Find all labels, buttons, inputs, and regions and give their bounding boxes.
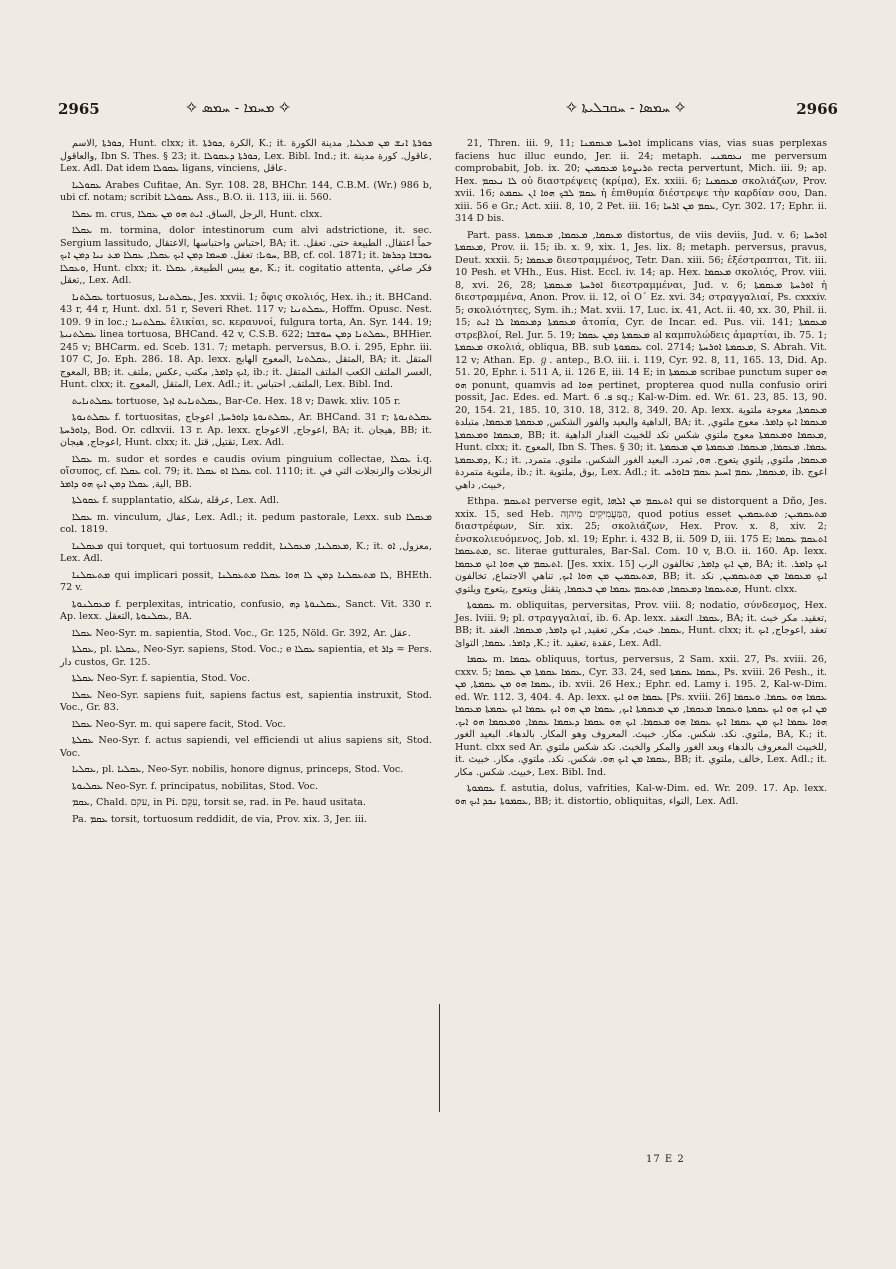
left-column (60, 138, 432, 830)
dictionary-entry: ܡܥܩܠܢܘܬܐ f. perplexitas, intricatio, confusio, ܥܩܠܢܘܬܐ ܕܗ, Sanct. Vit. 330 r. Ap. lexx. ܥܩܠܢܘܬܐ ,التعقل, BA. (60, 598, 432, 622)
dictionary-entry: ܡܬܥܩܠܢܐ qui implicari possit, ܠܐ ܡܬܥܩܠܢܐ ܕܡܢ ܠܐ ܗܘܐ ܥܩܠܐ ܡܬܥܩܠܢܐ, BHEth. 72 v. (60, 569, 432, 593)
dictionary-entry: ܥܩܠܐ m. vinculum, عقال, Lex. Adl.; it. pedum pastorale, Lexx. sub ܡܥܩܠܐ col. 1819. (60, 511, 432, 535)
right-column (455, 138, 827, 812)
page-number-left: 2965 (58, 100, 100, 118)
dictionary-entry: ܥܩܠܐ Neo-Syr. m. sapientia, Stod. Voc., Gr. 125, Nöld. Gr. 392, Ar. عقل. (72, 627, 411, 639)
dictionary-entry: ܥܩܘܠܬܐ f. supplantatio, عرقلة ,شكلة, Lex. Adl. (72, 495, 280, 506)
dictionary-entry: ܥܩܠܬܐ, pl. ܥܩܠܬܐ, Neo-Syr. sapiens, Stod. Voc.; e ܥܩܠܐ sapientia, et ܕܐܪ = Pers. دار custos, Gr. 125. (60, 644, 432, 668)
running-head-right: ✧ ܚܡܣܐ - ܚܩܒܠܝܬܐ ✧ (566, 100, 686, 116)
dictionary-entry: ܥܩܡܘܬܐ f. astutia, dolus, vafrities, Kal-w-Dim. ed. Wr. 209. 17. Ap. lexx. ܥܩܡܘܬܐ ܢܟܕ ܐܝܟ ܗܘ, BB; it. distortio, obliquitas, التواء, Lex. Adl. (455, 783, 827, 807)
running-head-left: ✧ ܡܚܡܐ - ܚܡܣ ✧ (186, 100, 291, 116)
page-header (58, 100, 838, 120)
dictionary-entry: ܥܩܠܐ Neo-Syr. sapiens fuit, sapiens factus est, sapientia instruxit, Stod. Voc., Gr. 83. (60, 689, 432, 713)
dictionary-entry: ܥܩܡܘܬܐ m. obliquitas, perversitas, Prov. viii. 8; nodatio, σύνδεσμος, Hex. Jes. lviii. 9; pl. στραγγαλιαί, ib. 6. Ap. lexx. ܥܩܡܐ. التعقد, BA; it. تعقيد. مكر خبث, BB; it. ܥܩܡܐ. خبث, مكر, تعقيد, ܐܝܟ ܕܐܡܪ, ܡܥܩܡܐ. العقد, Hunt. clxx; it. تعقد ,اعوجاج, ܐܝܟ ܕܐܡܪ. ܥܩܡܐ, التوائ ,K.; it. عقدة ,تعقيد, Lex. Adl. (455, 600, 827, 649)
column-divider (439, 1004, 440, 1112)
dictionary-entry: ܡܥܩܠܢܐ qui torquet, qui tortuosum reddit, ܡܥܩܠܢܐ, ܡܥܩܠܢܐ, K.; it. معزول, ܐܘ, Lex. Adl. (60, 540, 432, 564)
dictionary-entry: ܥܩܠܬܢܘܬܐ f. tortuositas, ܥܩܠܬܢܘܬܐ ܕܐܘܪܚܬܐ, اعوجاج, Ar. BHCand. 31 r; ܥܩܠܬܢܘܬܐ ܕܐܘܪܚܬܐ, Bod. Or. cdlxvii. 13 r. Ap. lexx. اعوجاج, الاعوجاج, BA; it. هيجان, BB; it. اعوجاج, هيجان, Hunt. clxx; it. تقتيل, قتل, Lex. Adl. (60, 412, 432, 448)
dictionary-entry: ܥܩܡ, Chald. עקם, in Pi. עִקֵּם, torsit se, rad. in Pe. haud usitata. (72, 797, 366, 808)
dictionary-entry: ܥܩܠܐ m. crus, الرجل ,الساق. ܐܝܬ ܗܘ ܡܢ ܥܩܠܐ, Hunt. clxx. (72, 208, 323, 220)
dictionary-entry: ܥܩܘܠܝܐ Arabes Cufitae, An. Syr. 108. 28, BHChr. 144, C.B.M. (Wr.) 986 b, ubi cf. notam; scribit ܥܩܘܠܝܐ Ass., B.O. ii. 113, iii. ii. 560. (60, 179, 432, 203)
dictionary-entry: Pa. ܥܩܡ torsit, tortuosum reddidit, de via, Prov. xix. 3, Jer. iii. (72, 813, 368, 825)
page-number-right: 2966 (796, 100, 838, 118)
dictionary-entry: ܥܩܠܬܐ Neo-Syr. f. actus sapiendi, vel efficiendi ut alius sapiens sit, Stod. Voc. (60, 735, 432, 759)
dictionary-entry: Ethpa. ܐܬܥܩܡ perverse egit, ܐܬܥܩܡ ܡܢ ܐܠܗܐ qui se distorquent a Dño, Jes. xxix. 15, sed Heb. הַמַּעֲמִיקִים מֵיהוָה, quod potius esset ܡܬܥܩܡܝܢ; ܡܬܥܩܡܝܢ διαστρέφων, Sir. xix. 25; σκολιάζων, Hex. Prov. x. 8, xiv. 2; ἐνσκολιευόμενος, Job. xl. 19; Ephr. i. 432 B, ii. 509 D, iii. 175 E; ܐܬܥܩܡ ܥܩܡܐ ܡܬܥܩܡܐ, sc. literae gutturales, Bar-Sal. Com. 10 v, B.O. ii. 160. Ap. lexx. ܐܬܥܩܡ ܡܢ ܗܘܐ ܐܝܟ ܡܥܩܡܐ. [Jes. xxix. 15] ܡܢ ܐܝܟ ܕܐܡܪ, تخالفون الرب, BA; it. ܐܝܟ ܕܐܡܪ. ܡܬܥܩܡܝܢ ܡܢ ܗܘܐ ܐܝܟ, تناهي الاجتماع, تخالفون, BB; it. ܐܝܟ ܡܥܩܡܐ ܡܢ ܡܬܥܩܡܝܢ, نكد ܡܬܥܩܡܐ ܕܡܥܩܡܐ, ܡܬܥܩܡ ܥܩܡܐ ܡܢ ܒܥܩܡܐ, يتقتل ويتعوج ,يتعوج ويلتوي, Hunt. clxx. (455, 496, 828, 595)
dictionary-entry: ܥܩܠܝܐ, pl. ܥܩܠܝܐ, Neo-Syr. nobilis, honore dignus, princeps, Stod. Voc. (72, 764, 404, 775)
dictionary-entry: ܥܩܠܐ m. sudor et sordes e caudis ovium pinguium collectae, ܥܩܠܐ i.q. οἴσυπος, cf. ܥܩܠܐ col. 79; it. ܥܩܠܐ ܐܘ ܥܩܠܐ col. 1110; it. الزنجلات والزنجلات التي في الية, ܥܩܠܐ ܕܡܢ ܐܝܟ ܗܘ ܕܐܡܪ, BB. (60, 453, 433, 490)
dictionary-entry: ܥܩܠܐ Neo-Syr. m. qui sapere facit, Stod. Voc. (72, 718, 286, 730)
dictionary-entry: 21, Thren. iii. 9, 11; ܐܘܪܚܬܐ ܡܥܩܡܢܐ implicans vias, vias suas perplexas faciens huc illuc eundo, Jer. ii. 24; metaph. ܢܥܩܡܢܝ me perversum comprobabit, Job. ix. 20; ܬܪܝܨܘܬܐ ܡܥܩܡܝܢ recta pervertunt, Mich. iii. 9; ap. Hex. ܠܐ ܢܥܩܡ οὐ διαστρέψεις (κρίμα), Ex. xxiii. 6; ܡܥܩܡܢܐ σκολιάζων, Prov. xvii. 16; ܥܩܡ ܠܒܟ ܗܘܐ ܐܢ ܥܩܡܬ ἡ ἐπιθυμία διέστρεψε τὴν καρδίαν σου, Dan. xiii. 56 e Gr.; Act. xiii. 8, 10, 2 Pet. iii. 16; ܥܩܡ ܡܢ ܐܪܚܐ, Cyr. 302. 17; Ephr. ii. 314 D bis. (455, 138, 828, 224)
dictionary-entry: Part. pass. ܡܥܩܡܐ, ܡܥܩܡܐ, ܡܥܩܡܬܐ distortus, de viis deviis, Jud. v. 6; ܐܘܪܚܬܐ ܡܥܩܡܬܐ, Prov. ii. 15; ib. x. 9, xix. 1, Jes. lix. 8; metaph. perversus, pravus, Deut. xxxii. 5; ܡܥܩܡܐ διεστραμμένος, Tetr. Dan. xiii. 56; ἐξέστραπται, Tit. iii. 10 Pesh. et VHh., Eus. Hist. Eccl. iv. 14; ap. Hex. ܡܥܩܡܐ σκολιός, Prov. viii. 8, xvi. 26, 28; ܐܘܪܚܬܐ ܡܥܩܡܬܐ διεστραμμέναι, Jud. v. 6; ܐܘܪܚܬܐ ܡܥܩܡܬܐ ἡ διεστραμμένα, Anon. Prov. ii. 12, οἱ Ο΄ Ez. xvi. 34; στραγγαλιαί, Ps. cxxxiv. 5; σκολιότητες, Sym. ih.; Mat. xvii. 17, Luc. ix. 41, Act. ii. 40, xx. 30, Phil. ii. 15; ܡܥܩܡܬܐ ܕܡܥܩܡܐ ܠܐ ܐܝܬ ἀτοπία, Cyr. de Incar. ed. Pus. vii. 141; ܡܥܩܡܬܐ στρεβλοί, Rel. Jur. 5. 19; ܡܥܩܡܬܐ ܕܡܢ ܥܩܡܐ al καμπυλώδεις ἁμαρτίαι, ib. 75. 1; ܡܥܩܡܬܐ σκολιά, obliqua, BB. sub ܥܩܡܘܬܐ col. 2714; ܡܥܩܡܬܐ ܐܘܪܚܬܐ, S. Abrah. Vit. 12 v; Athan. Ep. ℊ. antep., B.O. iii. i. 119, Cyr. 92. 8, 11, 165. 13, Did. Ap. 51. 20, Ephr. i. 511 A, ii. 126 E, iii. 14 E; in ܡܥܩܡܬܐ scribae punctum super ܗܘ ܗܘ ponunt, quamvis ad ܗܘܐ pertinet, propterea quod nulla confusio oriri possit, Jac. Edes. ed. Mart. ܦ. 6 sq.; Kal-w-Dim. ed. Wr. 61. 23, 85. 13, 90. 20, 154. 21, 185. 10, 310. 18, 312. 8, 349. 20. Ap. lexx. ܡܥܩܡܬܐ, معوجة ملتوية الداهية والبعيد والفور الشكس, ܡܥܩܡܬܐ ܡܥܩܡܐ, متبلدة, BA; it. ܡܥܩܡܐ ܐܝܟ ܕܐܡܪ. معوج ملتوي, ܡܥܩܡܐ ܘܡܥܩܡܬܐ, BB; it. ܡܥܩܡܐ ܘܡܥܩܡܬܐ معوج ملتوي شكس نكد للخبيث الغدار الداهية, Hunt. clxx; it. المعوج, Ibn S. Thes. § 30; it. ܥܩܡܐ. ܡܥܩܡܐ, ܡܥܩܡܐ. ܡܥܩܡܬܐ ܡܢ ܡܥܩܡܬܐ ܕܡܥܩܡܬܐ, K.; it. ܡܥܩܡܐ, ملتوي, يلتوي يتعوج. ܗܘ, تمرد. البعيد الغور الشكس. ملتوي. متمرد, ملتوية متمردة, ib.; it. بوق ,ملتوية, Lex. Adl.; it. ܡܥܩܡܐ, ܥܩܡ ܐܚܝܕ ܥܩܡ ܒܐܘܪܚ, ib. اعوج ,خبيث, داهي (455, 229, 828, 491)
dictionary-entry: ܥܩܠܬܢܐ tortuosus, ܥܩܠܬܢܝܐ, Jes. xxvii. 1; ὄφις σκολιός, Hex. ih.; it. BHCand. 43 r, 44 r, Hunt. dxl. 51 r, Severi Rhet. 117 v; ܥܩܠܬܢܝܐ, Hoffm. Opusc. Nest. 109. 9 in loc.; ܥܩܠܬܢܝܐ ἑλικίαι, sc. κεραυνοί, fulgura torta, An. Syr. 144. 19; ܥܩܠܬܢܝܬܐ linea tortuosa, BHCand. 42 v, C.S.B. 622; ܥܩܠܬܢܐ ܕܡܢ ܚܘܫܒܐ, BHHier. 245 v; BHCarm. ed. Sceb. 131. 7; metaph. perversus, B.O. i. 295, Ephr. iii. 107 C, Jo. Eph. 286. 18. Ap. lexx. المتقل ,ܥܩܠܬܢܐ ,المعوج الهابج, BA; it. المتقل المعوج, BB; it. ܐܝܟ ܕܐܡܪ, مكتب ,عكس ,ملتف, ib.; it. العسر الملتف الكعب الملتف المتقل, Hunt. clxx; it. المتقل ,المعوج, Lex. Adl.; it. الملتف, احتباس, Lex. Bibl. Ind. (60, 291, 432, 390)
signature-mark: 17 E 2 (646, 1154, 685, 1165)
dictionary-entry: ܥܩܠܐ m. tormina, dolor intestinorum cum alvi adstrictione, it. sec. Sergium lassitudo, احتباس واحتباسها ,الاعتقال, BA; it. حماً اعتقال. الطبيعة حتى. تعقل. ܚܘܝܐ: تعقل. ܡܚܡܐ ܕܡܢ ܐܝܟ ܥܩܠܐ, ܥܩܠܐ ܡܥ ܢܝܐ ܕܡܢ ܐܝܟ, BB, cf. col. 1871; it. ܝܘܒܫܐ ܕܟܪܣܐ ܘܥܩܠܐ, Hunt. clxx; it. مع يبس الطبيعة, ܥܩܠܐ, K.; it. cogitatio attenta, فكر صاغي ,تعقل, Lex. Adl. (60, 225, 433, 286)
dictionary-entry: ܥܩܠܬܐ Neo-Syr. f. sapientia, Stod. Voc. (72, 673, 250, 684)
dictionary-entry: ܥܩܡܐ m. ܥܩܡܐ obliquus, tortus, perversus, 2 Sam. xxii. 27, Ps. xviii. 26, cxxv. 5; ܥܩܡܐ ܥܩܡܬܐ ܡܢ ܥܩܡܐ, Cyr. 33. 24, sed ܥܩܡܐ ܥܩܡܬܐ, Ps. xviii. 26 Pesh., it. ܥܩܡܐ ܗܘ ܡܢ ܥܩܡܬܐ, ܡܢ, ib. xvii. 26 Hex.; Ephr. ed. Lamy i. 195. 2, Kal-w-Dim. ed. Wr. 112. 3, 404. 4. Ap. lexx. ܥܩܡܐ ܗܘ ܐܝܟ [Ps. xviii. 26] ܥܩܡܐ ܗܘ ܥܩܡܐ. ܘܥܩܡܐ ܡܢ ܐܝܟ ܗܘ ܐܝܟ ܥܩܡܬܐ ܘܥܩܡܐ ܡܥܩܡܐ, ܡܢ ܡܥܩܡܬܐ ܐܝܟ, ܥܩܡܐ ܡܢ ܗܘ ܐܝܟ ܥܩܡܐ ܐܝܟ ܥܩܡܬܐ ܡܥܩܡܐ ܗܘܐ ܥܩܡܐ ܐܝܟ ܡܢ ܥܩܡܐ ܐܝܟ ܥܩܡܐ ܗܘ ܡܥܩܡܐ. ܐܝܟ ܗܘ ܥܩܡܐ ܕܥܩܡܐ ܥܩܡܐ, ܘܡܥܩܡܐ ܗܘ ܐܝܟ. ملتوي. نكد. شكس. مكار. خبيث. المعروف وهو المكار. بالدهاء. البعيد الغور, BA, K.; it. Hunt. clxx sed Ar. للخبيث المعروف بالدهاء وبعد الغور والمكر والخبث. نكد شكس ملتوي, it. ܥܩܡܐ ܡܢ ܐܝܟ ܗܘ. شكس. نكد. ملتوي. مكار. خبيث, BB; it. خالف ,ملتوي, Lex. Adl.; it. خبيث. شكس. مكار, Lex. Bibl. Ind. (455, 654, 828, 778)
dictionary-entry: ܥܩܠܝܘܬܐ Neo-Syr. f. principatus, nobilitas, Stod. Voc. (72, 780, 318, 792)
dictionary-entry: ܟܘܪܬܐ ,الاسم, Hunt. clxx; it. الكرة ,ܟܘܪܬܐ, K.; it. ܟܘܪܬܐ ܐܢܫ ܡܢ ܡܥܠܝܐ, مدينة الكورة والعاقول, Ibn S. Thes. § 23; it. ܟܘܪܬܐ ܕܥܩܘܠܐ, Lex. Bibl. Ind.; it. عاقول. كورة مدينة, Lex. Adl. Dat idem ܥܩܘܠܐ ligans, vinciens, عاقل. (60, 138, 433, 174)
dictionary-entry: ܥܩܠܬܢܐܝܬ tortuose, ܥܩܠܬܢܐܝܬ ܐܙܠ, Bar-Ce. Hex. 18 v; Dawk. xliv. 105 r. (72, 395, 401, 407)
